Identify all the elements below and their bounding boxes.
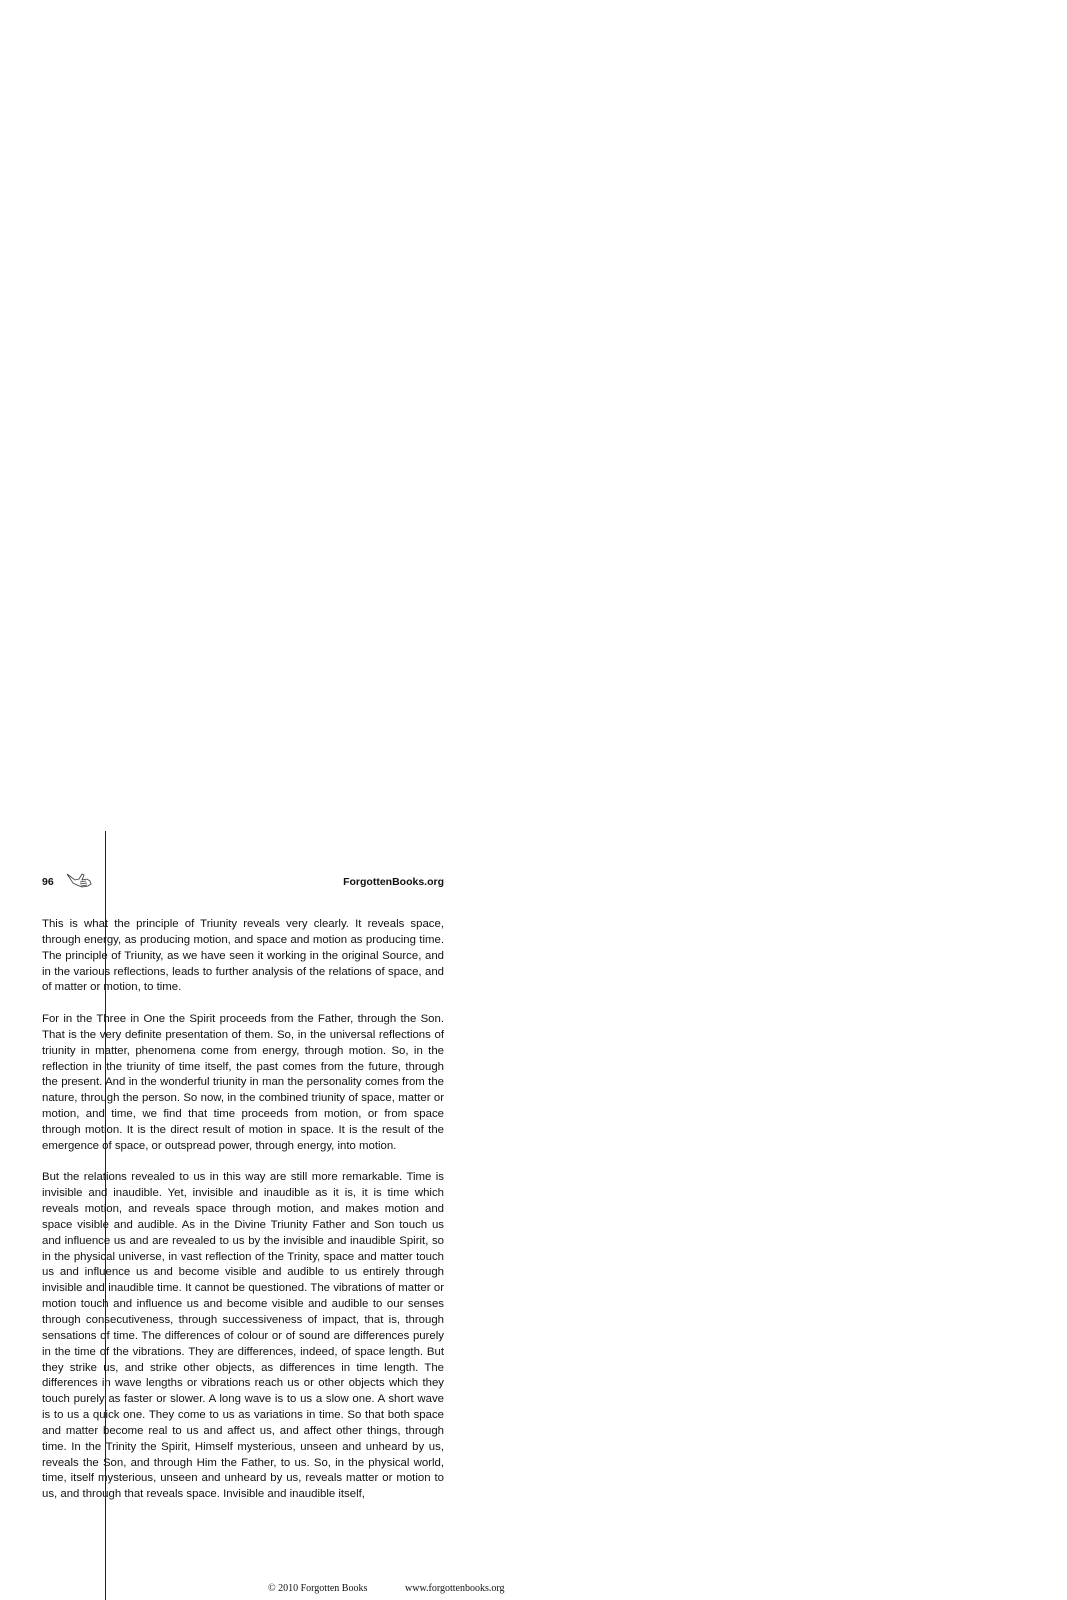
- footer-copyright: © 2010 Forgotten Books: [268, 1583, 368, 1594]
- paragraph: But the relations revealed to us in this way are still more remarkable. Time is invisible and inaudible. Yet, invisible and inaudible as it is, it is time which reveals motion, and reveals space through motion, and makes motion and space visible and audible. As in the Divine Triunity Father and Son touch us and influence us and are revealed to us by the invisible and inaudible Spirit, so in the physical universe, in vast reflection of the Trinity, space and matter touch us and influence us and become visible and audible to us entirely through invisible and inaudible time. It cannot be questioned. The vibrations of matter or motion touch and influence us and become visible and audible to our senses through consecutiveness, through successiveness of impact, that is, through sensations of time. The differences of colour or of sound are differences purely in the time of the vibrations. They are differences, indeed, of space length. But they strike us, and strike other objects, as differences in time length. The differences in wave lengths or vibrations reach us or other objects which they touch purely as faster or slower. A long wave is to us a slow one. A short wave is to us a quick one. They come to us as variations in time. So that both space and matter become real to us and affect us, and affect other things, through time. In the Trinity the Spirit, Himself mysterious, unseen and unheard by us, reveals the Son, and through Him the Father, to us. So, in the physical world, time, itself mysterious, unseen and unheard by us, reveals matter or motion to us, and through that reveals space. Invisible and inaudible itself,: [42, 1171, 444, 1501]
- page-number: 96: [42, 876, 54, 888]
- paragraph: This is what the principle of Triunity reveals very clearly. It reveals space, through energy, as producing motion, and space and motion as producing time. The principle of Triunity, as we have seen it working in the original Source, and in the various reflections, leads to further analysis of the relations of space, and of matter or motion, to time.: [42, 918, 444, 994]
- header-site-name: ForgottenBooks.org: [343, 876, 444, 888]
- paragraph: For in the Three in One the Spirit proceeds from the Father, through the Son. That is the very definite presentation of them. So, in the universal reflections of triunity in matter, phenomena come from energy, through motion. So, in the reflection in the triunity of time itself, the past comes from the future, through the present. And in the wonderful triunity in man the personality comes from the nature, through the person. So now, in the combined triunity of space, matter or motion, and time, we find that time proceeds from motion, or from space through motion. It is the direct result of motion in space. It is the result of the emergence of space, or outspread power, through energy, into motion.: [42, 1013, 444, 1152]
- page-header: [42, 873, 444, 893]
- body-text: [42, 917, 444, 1519]
- footer-url: www.forgottenbooks.org: [405, 1583, 505, 1594]
- pointing-hand-icon: [66, 871, 94, 889]
